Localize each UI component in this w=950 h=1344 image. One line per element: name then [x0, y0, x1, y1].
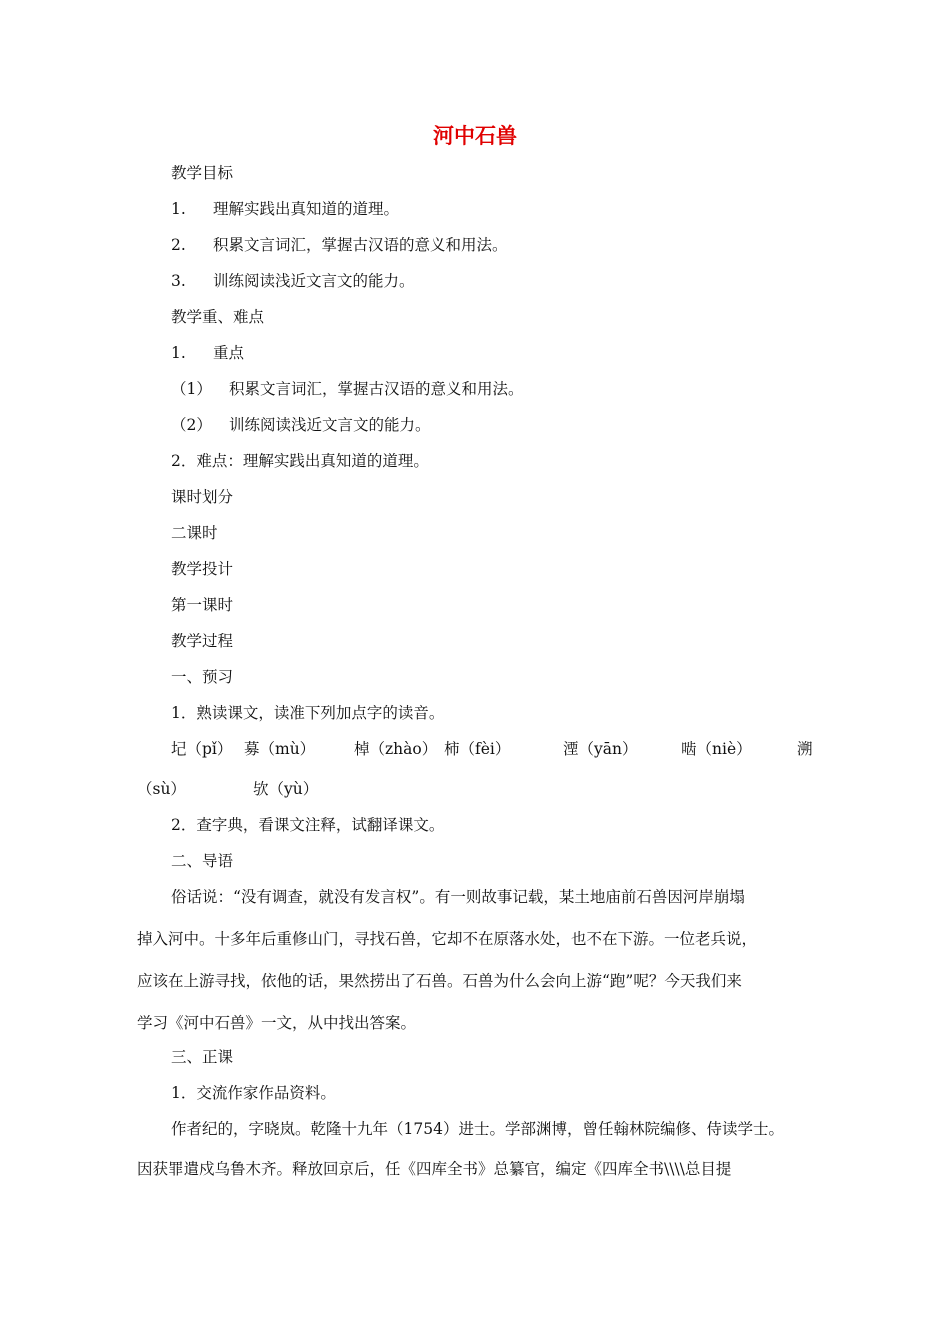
pronunciation-item: 欤（yù） — [253, 780, 319, 798]
pronunciation-item: 棹（zhào） — [354, 740, 438, 758]
item-number: 3. — [171, 272, 186, 290]
keypoint-item — [171, 378, 524, 400]
lesson-heading: 三、正课 — [171, 1048, 234, 1066]
item-text: 训练阅读浅近文言文的能力。 — [229, 416, 431, 434]
objective-item — [171, 198, 399, 220]
objective-item — [171, 234, 508, 256]
preview-step: 1．熟读课文，读准下列加点字的读音。 — [171, 704, 445, 722]
pronunciation-item: （sù） — [137, 780, 186, 798]
keypoints-heading: 教学重、难点 — [171, 308, 265, 326]
keypoint-item — [171, 414, 431, 436]
pronunciation-item: 募（mù） — [244, 740, 316, 758]
lesson-step: 1．交流作家作品资料。 — [171, 1084, 336, 1102]
item-number: 1. — [171, 200, 186, 218]
preview-step: 2．查字典，看课文注释，试翻译课文。 — [171, 816, 445, 834]
schedule-heading: 课时划分 — [171, 488, 234, 506]
intro-line: 俗话说：“没有调查，就没有发言权”。有一则故事记载，某土地庙前石兽因河岸崩塌 — [171, 888, 745, 906]
pronunciation-item: 圮（pǐ） — [171, 740, 233, 758]
document-title: 河中石兽 — [433, 124, 517, 148]
process-heading: 教学过程 — [171, 632, 234, 650]
preview-heading: 一、预习 — [171, 668, 234, 686]
design-heading: 教学投计 — [171, 560, 234, 578]
objective-item — [171, 270, 415, 292]
intro-line: 掉入河中。十多年后重修山门，寻找石兽，它却不在原落水处，也不在下游。一位老兵说， — [137, 930, 758, 948]
intro-heading: 二、导语 — [171, 852, 234, 870]
item-number: （2） — [171, 416, 212, 434]
item-text: 训练阅读浅近文言文的能力。 — [213, 272, 415, 290]
intro-line: 应该在上游寻找，依他的话，果然捞出了石兽。石兽为什么会向上游“跑”呢？今天我们来 — [137, 972, 742, 990]
item-text: 积累文言词汇，掌握古汉语的意义和用法。 — [229, 380, 524, 398]
keypoints-difficulty: 2．难点：理解实践出真知道的道理。 — [171, 452, 429, 470]
lesson-label: 第一课时 — [171, 596, 234, 614]
lesson-line: 因获罪遣戍乌鲁木齐。释放回京后，任《四库全书》总纂官，编定《四库全书\\\\总目提 — [137, 1160, 732, 1178]
intro-line: 学习《河中石兽》一文，从中找出答案。 — [137, 1014, 417, 1032]
item-text: 积累文言词汇，掌握古汉语的意义和用法。 — [213, 236, 508, 254]
item-text: 理解实践出真知道的道理。 — [213, 200, 400, 218]
pronunciation-item: 湮（yān） — [563, 740, 638, 758]
objectives-heading: 教学目标 — [171, 164, 234, 182]
item-text: 重点 — [213, 344, 245, 362]
pronunciation-item: 溯 — [797, 740, 813, 758]
schedule-value: 二课时 — [171, 524, 218, 542]
item-number: （1） — [171, 380, 212, 398]
pronunciation-item: 啮（niè） — [681, 740, 752, 758]
item-number: 2. — [171, 236, 186, 254]
pronunciation-item: 柿（fèi） — [444, 740, 511, 758]
keypoints-sub — [171, 342, 244, 364]
item-number: 1. — [171, 344, 186, 362]
lesson-line: 作者纪的，字晓岚。乾隆十九年（1754）进士。学部渊博，曾任翰林院编修、侍读学士。 — [171, 1120, 784, 1138]
